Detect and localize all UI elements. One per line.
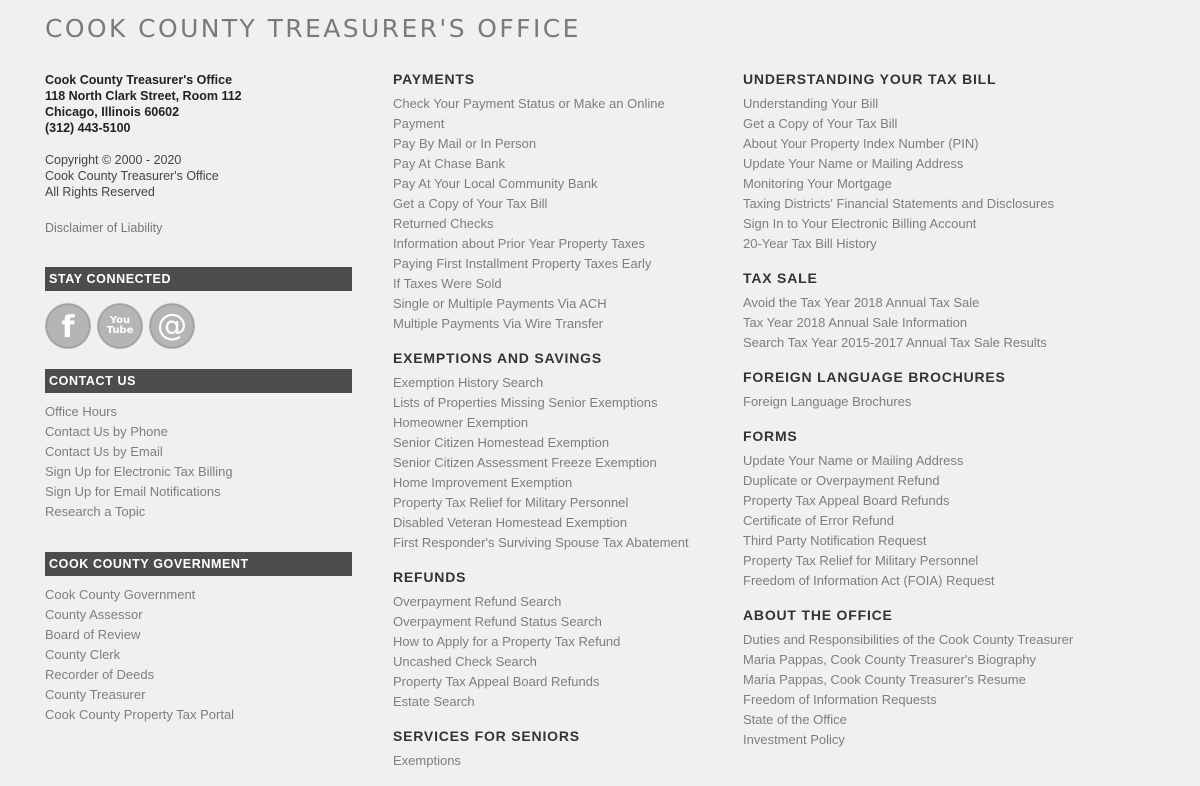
understanding-heading: UNDERSTANDING YOUR TAX BILL [743, 71, 997, 87]
list-item[interactable] [393, 154, 713, 174]
contact-us-list [45, 402, 352, 522]
list-item[interactable] [45, 625, 352, 645]
exemptions-link[interactable]: Property Tax Relief for Military Personnel [393, 495, 629, 510]
foreign-language-list [743, 392, 1163, 412]
phone-number: (312) 443-5100 [45, 121, 131, 135]
government-link[interactable]: Cook County Government [45, 587, 196, 602]
exemptions-link[interactable]: Lists of Properties Missing Senior Exemptions [393, 395, 658, 410]
refunds-link[interactable]: Property Tax Appeal Board Refunds [393, 674, 600, 689]
foreign-language-heading: FOREIGN LANGUAGE BROCHURES [743, 369, 1006, 385]
services-seniors-list [393, 751, 713, 771]
list-item[interactable] [45, 422, 352, 442]
list-item[interactable] [393, 592, 713, 612]
refunds-list [393, 592, 713, 712]
list-item[interactable] [393, 493, 713, 513]
copyright-line: All Rights Reserved [45, 185, 155, 199]
facebook-glyph: f [61, 310, 75, 345]
footer-column-middle [393, 70, 713, 786]
list-item[interactable] [743, 313, 1163, 333]
youtube-glyph-bottom: Tube [106, 325, 134, 336]
about-office-link[interactable]: Investment Policy [743, 732, 845, 747]
tax-sale-link[interactable]: Search Tax Year 2015-2017 Annual Tax Sale Results [743, 335, 1047, 350]
list-item[interactable] [393, 254, 713, 274]
email-at-icon[interactable] [149, 303, 195, 349]
list-item[interactable] [393, 194, 713, 214]
about-office-link[interactable]: Duties and Responsibilities of the Cook County Treasurer [743, 632, 1074, 647]
list-item[interactable] [393, 632, 713, 652]
list-item[interactable] [45, 685, 352, 705]
list-item[interactable] [743, 650, 1163, 670]
contact-us-heading: CONTACT US [45, 369, 352, 393]
list-item[interactable] [393, 513, 713, 533]
list-item[interactable] [743, 730, 1163, 750]
list-item[interactable] [393, 413, 713, 433]
list-item[interactable] [45, 502, 352, 522]
payments-link[interactable]: Pay By Mail or In Person [393, 136, 537, 151]
office-address [45, 72, 352, 136]
youtube-glyph-top: You [109, 315, 131, 326]
services-seniors-heading: SERVICES FOR SENIORS [393, 728, 580, 744]
forms-link[interactable]: Duplicate or Overpayment Refund [743, 473, 940, 488]
list-item[interactable] [45, 585, 352, 605]
understanding-link[interactable]: 20-Year Tax Bill History [743, 236, 877, 251]
list-item[interactable] [743, 690, 1163, 710]
about-office-link[interactable]: Maria Pappas, Cook County Treasurer's Biography [743, 652, 1036, 667]
payments-link[interactable]: Multiple Payments Via Wire Transfer [393, 316, 603, 331]
list-item[interactable] [743, 511, 1163, 531]
government-link[interactable]: County Clerk [45, 647, 121, 662]
list-item[interactable] [393, 533, 713, 553]
social-links [45, 303, 352, 349]
payments-section [393, 70, 713, 334]
list-item[interactable] [743, 94, 1163, 114]
facebook-icon[interactable] [45, 303, 91, 349]
refunds-section [393, 568, 713, 712]
contact-link[interactable]: Contact Us by Phone [45, 424, 168, 439]
understanding-link[interactable]: About Your Property Index Number (PIN) [743, 136, 979, 151]
payments-link[interactable]: Paying First Installment Property Taxes Early [393, 256, 652, 271]
contact-link[interactable]: Sign Up for Email Notifications [45, 484, 221, 499]
contact-link[interactable]: Office Hours [45, 404, 118, 419]
understanding-link[interactable]: Understanding Your Bill [743, 96, 879, 111]
list-item[interactable] [45, 705, 352, 725]
list-item[interactable] [393, 314, 713, 334]
list-item[interactable] [45, 442, 352, 462]
payments-list [393, 94, 713, 334]
exemptions-link[interactable]: Senior Citizen Assessment Freeze Exemption [393, 455, 657, 470]
list-item[interactable] [743, 451, 1163, 471]
list-item[interactable] [393, 94, 713, 134]
forms-link[interactable]: Update Your Name or Mailing Address [743, 453, 964, 468]
refunds-heading: REFUNDS [393, 569, 467, 585]
payments-link[interactable]: Single or Multiple Payments Via ACH [393, 296, 607, 311]
list-item[interactable] [45, 462, 352, 482]
services-seniors-link[interactable]: Exemptions [393, 753, 461, 768]
list-item[interactable] [393, 453, 713, 473]
exemptions-heading: EXEMPTIONS AND SAVINGS [393, 350, 602, 366]
list-item[interactable] [393, 234, 713, 254]
list-item[interactable] [393, 373, 713, 393]
exemptions-link[interactable]: Exemption History Search [393, 375, 544, 390]
understanding-link[interactable]: Update Your Name or Mailing Address [743, 156, 964, 171]
payments-link[interactable]: If Taxes Were Sold [393, 276, 502, 291]
forms-list [743, 451, 1163, 591]
contact-link[interactable]: Contact Us by Email [45, 444, 163, 459]
disclaimer-link[interactable]: Disclaimer of Liability [45, 221, 163, 235]
about-office-heading: ABOUT THE OFFICE [743, 607, 893, 623]
forms-link[interactable]: Property Tax Relief for Military Personnel [743, 553, 979, 568]
list-item[interactable] [743, 194, 1163, 214]
at-glyph: @ [157, 308, 187, 343]
tax-sale-heading: TAX SALE [743, 270, 818, 286]
youtube-icon[interactable] [97, 303, 143, 349]
list-item[interactable] [393, 294, 713, 314]
list-item[interactable] [393, 672, 713, 692]
foreign-language-section [743, 368, 1163, 412]
government-link[interactable]: County Assessor [45, 607, 143, 622]
list-item[interactable] [393, 134, 713, 154]
understanding-list [743, 94, 1163, 254]
contact-link[interactable]: Research a Topic [45, 504, 146, 519]
list-item[interactable] [393, 393, 713, 413]
understanding-link[interactable]: Get a Copy of Your Tax Bill [743, 116, 898, 131]
list-item[interactable] [743, 134, 1163, 154]
list-item[interactable] [743, 174, 1163, 194]
footer-column-left [45, 70, 352, 725]
government-link[interactable]: Cook County Property Tax Portal [45, 707, 235, 722]
understanding-section [743, 70, 1163, 254]
government-link[interactable]: Recorder of Deeds [45, 667, 155, 682]
payments-link[interactable]: Pay At Your Local Community Bank [393, 176, 598, 191]
forms-link[interactable]: Freedom of Information Act (FOIA) Request [743, 573, 995, 588]
list-item[interactable] [45, 402, 352, 422]
government-link[interactable]: Board of Review [45, 627, 141, 642]
address-line: Cook County Treasurer's Office [45, 73, 233, 87]
government-links-list [45, 585, 352, 725]
refunds-link[interactable]: Overpayment Refund Status Search [393, 614, 602, 629]
refunds-link[interactable]: Overpayment Refund Search [393, 594, 562, 609]
list-item[interactable] [743, 710, 1163, 730]
about-office-list [743, 630, 1163, 750]
exemptions-link[interactable]: Disabled Veteran Homestead Exemption [393, 515, 628, 530]
forms-link[interactable]: Certificate of Error Refund [743, 513, 895, 528]
government-link[interactable]: County Treasurer [45, 687, 146, 702]
list-item[interactable] [743, 293, 1163, 313]
list-item[interactable] [743, 234, 1163, 254]
tax-sale-list [743, 293, 1163, 353]
payments-link[interactable]: Pay At Chase Bank [393, 156, 506, 171]
payments-link[interactable]: Get a Copy of Your Tax Bill [393, 196, 548, 211]
list-item[interactable] [743, 214, 1163, 234]
understanding-link[interactable]: Monitoring Your Mortgage [743, 176, 892, 191]
list-item[interactable] [743, 471, 1163, 491]
list-item[interactable] [393, 692, 713, 712]
list-item[interactable] [45, 665, 352, 685]
footer-column-right [743, 70, 1163, 765]
tax-sale-section [743, 269, 1163, 353]
exemptions-link[interactable]: Home Improvement Exemption [393, 475, 573, 490]
list-item[interactable] [743, 392, 1163, 412]
list-item[interactable] [743, 571, 1163, 591]
exemptions-link[interactable]: First Responder's Surviving Spouse Tax Abatement [393, 535, 689, 550]
list-item[interactable] [743, 670, 1163, 690]
about-office-section [743, 606, 1163, 750]
list-item[interactable] [393, 652, 713, 672]
list-item[interactable] [393, 612, 713, 632]
exemptions-link[interactable]: Senior Citizen Homestead Exemption [393, 435, 610, 450]
exemptions-link[interactable]: Homeowner Exemption [393, 415, 529, 430]
list-item[interactable] [743, 114, 1163, 134]
forms-link[interactable]: Third Party Notification Request [743, 533, 927, 548]
site-title: COOK COUNTY TREASURER'S OFFICE [45, 14, 581, 43]
refunds-link[interactable]: Estate Search [393, 694, 475, 709]
list-item[interactable] [393, 274, 713, 294]
copyright-line: Copyright © 2000 - 2020 [45, 153, 182, 167]
address-line: Chicago, Illinois 60602 [45, 105, 180, 119]
forms-link[interactable]: Property Tax Appeal Board Refunds [743, 493, 950, 508]
cook-county-government-heading: COOK COUNTY GOVERNMENT [45, 552, 352, 576]
list-item[interactable] [393, 473, 713, 493]
list-item[interactable] [743, 491, 1163, 511]
list-item[interactable] [393, 174, 713, 194]
list-item[interactable] [743, 154, 1163, 174]
list-item[interactable] [743, 333, 1163, 353]
list-item[interactable] [45, 645, 352, 665]
list-item[interactable] [743, 551, 1163, 571]
about-office-link[interactable]: Maria Pappas, Cook County Treasurer's Resume [743, 672, 1026, 687]
tax-sale-link[interactable]: Avoid the Tax Year 2018 Annual Tax Sale [743, 295, 980, 310]
list-item[interactable] [393, 433, 713, 453]
refunds-link[interactable]: Uncashed Check Search [393, 654, 537, 669]
payments-heading: PAYMENTS [393, 71, 475, 87]
payments-link[interactable]: Returned Checks [393, 216, 494, 231]
list-item[interactable] [393, 214, 713, 234]
payments-link[interactable]: Information about Prior Year Property Taxes [393, 236, 645, 251]
payments-link[interactable]: Check Your Payment Status or Make an Online Payment [393, 96, 665, 131]
refunds-link[interactable]: How to Apply for a Property Tax Refund [393, 634, 621, 649]
list-item[interactable] [393, 751, 713, 771]
forms-heading: FORMS [743, 428, 798, 444]
list-item[interactable] [45, 605, 352, 625]
stay-connected-heading: STAY CONNECTED [45, 267, 352, 291]
forms-section [743, 427, 1163, 591]
understanding-link[interactable]: Sign In to Your Electronic Billing Account [743, 216, 977, 231]
contact-link[interactable]: Sign Up for Electronic Tax Billing [45, 464, 233, 479]
list-item[interactable] [45, 482, 352, 502]
copyright-block [45, 152, 352, 200]
exemptions-section [393, 349, 713, 553]
youtube-glyph [107, 316, 134, 336]
services-seniors-section [393, 727, 713, 771]
about-office-link[interactable]: State of the Office [743, 712, 847, 727]
copyright-line: Cook County Treasurer's Office [45, 169, 219, 183]
list-item[interactable] [743, 630, 1163, 650]
tax-sale-link[interactable]: Tax Year 2018 Annual Sale Information [743, 315, 968, 330]
exemptions-list [393, 373, 713, 553]
list-item[interactable] [743, 531, 1163, 551]
about-office-link[interactable]: Freedom of Information Requests [743, 692, 937, 707]
understanding-link[interactable]: Taxing Districts' Financial Statements and Disclosures [743, 196, 1054, 211]
foreign-language-link[interactable]: Foreign Language Brochures [743, 394, 912, 409]
address-line: 118 North Clark Street, Room 112 [45, 89, 242, 103]
